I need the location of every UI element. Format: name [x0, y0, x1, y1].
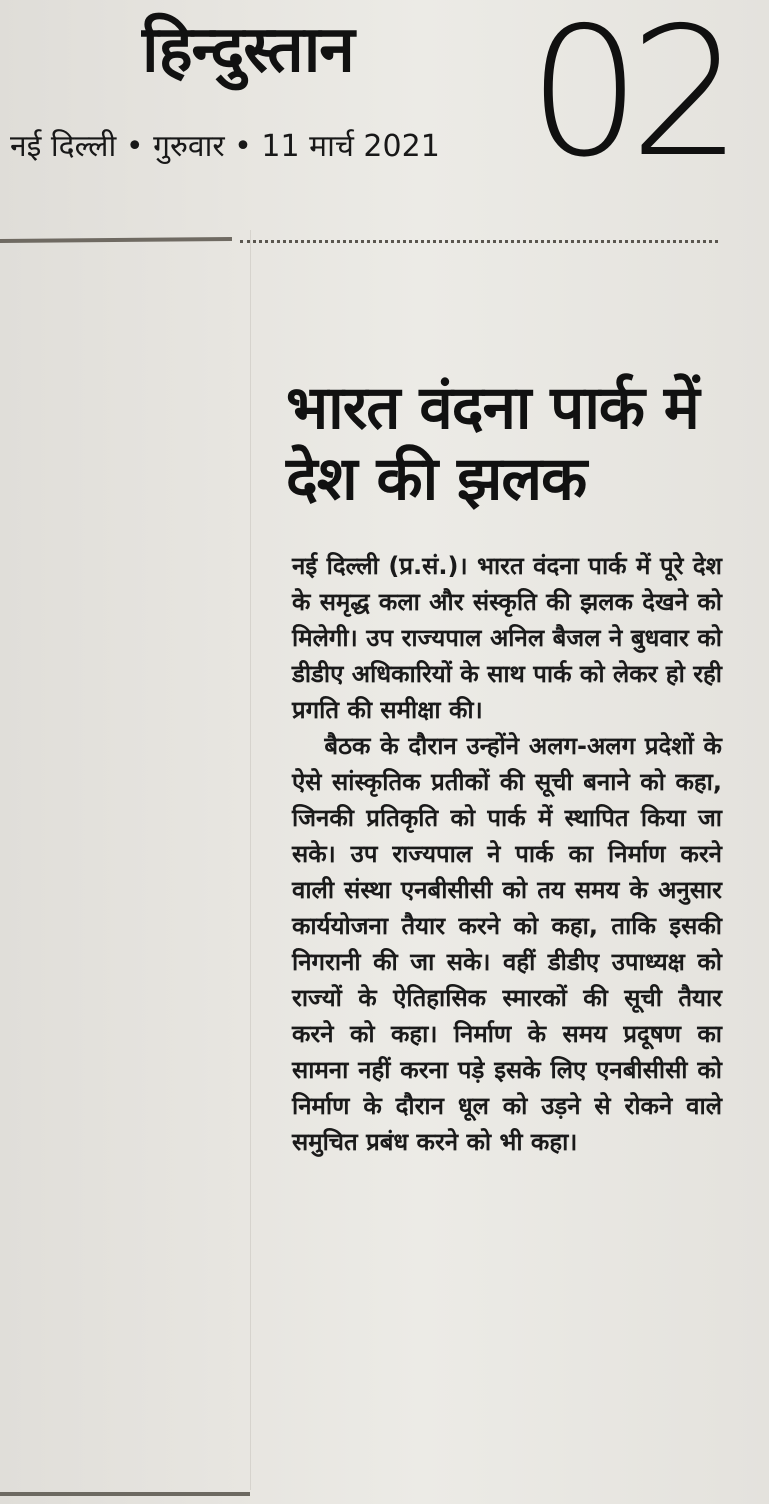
bottom-divider-rule — [0, 1492, 250, 1496]
masthead-day: गुरुवार — [153, 129, 225, 164]
newspaper-name: हिन्दुस्तान — [142, 13, 354, 87]
paragraph-text-1: भारत वंदना पार्क में पूरे देश के समृद्ध कला और संस्कृति की झलक देखने को मिलेगी। उप राज्यपाल अनिल बैजल ने बुधवार को डीडीए अधिकारियों के साथ पार्क को लेकर हो रही प्रगति की समीक्षा की। — [292, 552, 722, 724]
paragraph-text-2: बैठक के दौरान उन्होंने अलग-अलग प्रदेशों के ऐसे सांस्कृतिक प्रतीकों की सूची बनाने को कहा, जिनकी प्रतिकृति को पार्क में स्थापित किया जा सके। उप राज्यपाल ने पार्क का निर्माण करने वाली संस्था एनबीसीसी को तय समय के अनुसार कार्ययोजना तैयार करने को कहा, ताकि इसकी निगरानी की जा सके। वहीं डीडीए उपाध्यक्ष को राज्यों के ऐतिहासिक स्मारकों की सूची तैयार करने को कहा। निर्माण के समय प्रदूषण का सामना नहीं करना पड़े इसके लिए एनबीसीसी को निर्माण के दौरान धूल को उड़ने से रोकने वाले समुचित प्रबंध करने को भी कहा। — [292, 732, 722, 1156]
article-paragraph-1 — [292, 548, 722, 728]
masthead-city: नई दिल्ली — [10, 129, 117, 164]
masthead-separator: • — [125, 129, 144, 164]
masthead-separator: • — [234, 129, 252, 164]
story-dateline: नई दिल्ली (प्र.सं.)। — [292, 552, 468, 580]
dotted-divider-rule — [240, 240, 718, 243]
article-paragraph-2 — [292, 728, 722, 1160]
page-number: 02 — [528, 0, 731, 196]
blank-left-column — [0, 230, 251, 1490]
article-body — [292, 548, 722, 1160]
story-headline: भारत वंदना पार्क में देश की झलक — [286, 373, 699, 514]
faded-top-print — [20, 0, 140, 18]
dateline-bar — [10, 130, 520, 165]
masthead-date: 11 मार्च 2021 — [261, 129, 440, 164]
